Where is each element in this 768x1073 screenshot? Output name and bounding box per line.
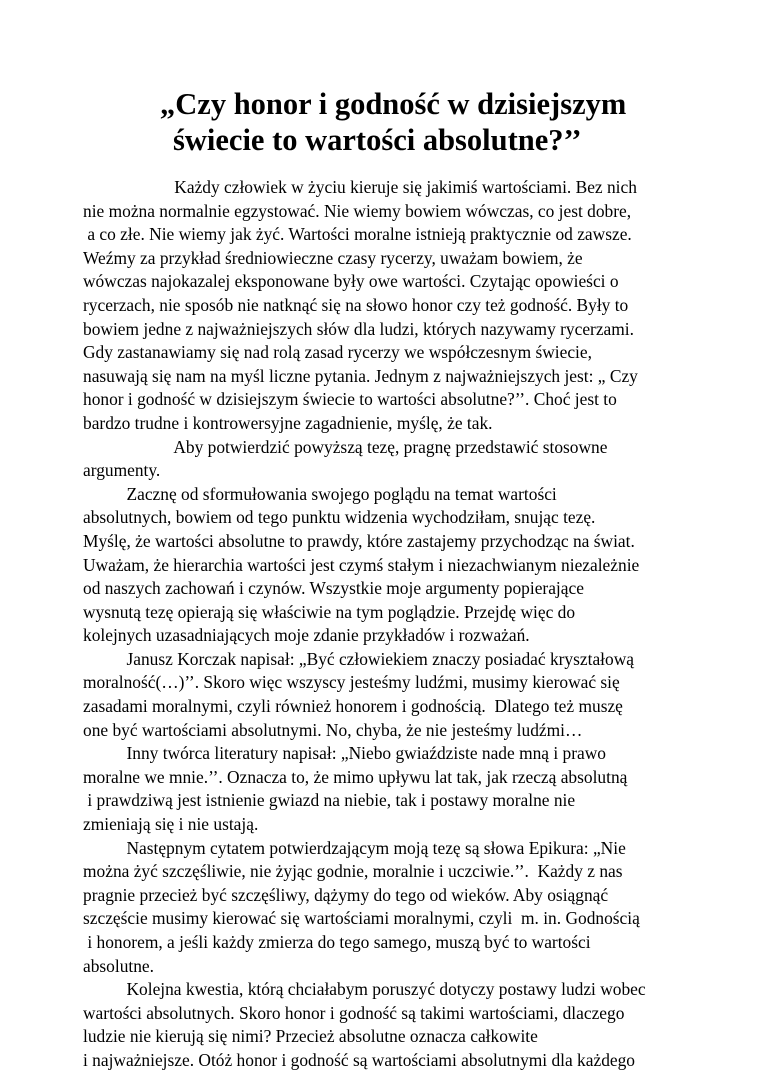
body-line: Myślę, że wartości absolutne to prawdy, które zastajemy przychodząc na świat.: [83, 530, 635, 551]
body-line: Aby potwierdzić powyższą tezę, pragnę przedstawić stosowne: [83, 436, 608, 457]
body-line: one być wartościami absolutnymi. No, chyba, że nie jesteśmy ludźmi…: [83, 719, 583, 740]
body-line: ludzie nie kierują się nimi? Przecież absolutne oznacza całkowite: [83, 1026, 538, 1047]
body-line: nasuwają się nam na myśl liczne pytania. Jednym z najważniejszych jest: „ Czy: [83, 365, 638, 386]
body-line: od naszych zachowań i czynów. Wszystkie moje argumenty popierające: [83, 578, 584, 599]
body-line: rycerzach, nie sposób nie natknąć się na słowo honor czy też godność. Były to: [83, 294, 629, 315]
body-line: argumenty.: [83, 460, 161, 481]
body-line: absolutnych, bowiem od tego punktu widzenia wychodziłam, snując tezę.: [83, 507, 596, 528]
body-line: wysnutą tezę opierają się właściwie na tym poglądzie. Przejdę więc do: [83, 601, 576, 622]
body-line: zmieniają się i nie ustają.: [83, 814, 259, 835]
body-line: Weźmy za przykład średniowieczne czasy rycerzy, uważam bowiem, że: [83, 247, 583, 268]
body-line: Kolejna kwestia, którą chciałabym poruszyć dotyczy postawy ludzi wobec: [83, 979, 646, 1000]
body-line: absolutne.: [83, 955, 154, 976]
body-line: i najważniejsze. Otóż honor i godność są wartościami absolutnymi dla każdego: [83, 1049, 635, 1070]
body-line: nie można normalnie egzystować. Nie wiemy bowiem wówczas, co jest dobre,: [83, 200, 632, 221]
body-line: bowiem jedne z najważniejszych słów dla ludzi, których nazywamy rycerzami.: [83, 318, 634, 339]
body-line: i honorem, a jeśli każdy zmierza do tego samego, muszą być to wartości: [83, 932, 591, 952]
body-line: Gdy zastanawiamy się nad rolą zasad rycerzy we współczesnym świecie,: [83, 342, 592, 363]
document-body: [83, 176, 703, 1073]
body-line: moralne we mnie.’’. Oznacza to, że mimo upływu lat tak, jak rzeczą absolutną: [83, 766, 628, 787]
body-line: i prawdziwą jest istnienie gwiazd na niebie, tak i postawy moralne nie: [83, 790, 576, 811]
body-line: szczęście musimy kierować się wartościami moralnymi, czyli m. in. Godnością: [83, 908, 640, 929]
title-line-1: „Czy honor i godność w dzisiejszym: [160, 87, 627, 121]
body-line: Uważam, że hierarchia wartości jest czymś stałym i niezachwianym niezależnie: [83, 554, 640, 575]
body-line: wówczas najokazalej eksponowane były owe wartości. Czytając opowieści o: [83, 271, 619, 292]
body-line: Każdy człowiek w życiu kieruje się jakimiś wartościami. Bez nich: [83, 177, 637, 197]
document-title: [160, 86, 626, 158]
body-line: Inny twórca literatury napisał: „Niebo gwiaździste nade mną i prawo: [83, 743, 606, 764]
body-line: pragnie przecież być szczęśliwy, dążymy do tego od wieków. Aby osiągnąć: [83, 884, 609, 905]
body-line: Janusz Korczak napisał: „Być człowiekiem znaczy posiadać kryształową: [83, 648, 634, 669]
body-line: moralność(…)’’. Skoro więc wszyscy jesteśmy ludźmi, musimy kierować się: [83, 672, 620, 693]
body-line: kolejnych uzasadniających moje zdanie przykładów i rozważań.: [83, 625, 530, 646]
body-line: zasadami moralnymi, czyli również honorem i godnością. Dlatego też muszę: [83, 696, 623, 717]
body-line: wartości absolutnych. Skoro honor i godność są takimi wartościami, dlaczego: [83, 1002, 625, 1023]
body-line: Następnym cytatem potwierdzającym moją tezę są słowa Epikura: „Nie: [83, 837, 626, 858]
body-line: można żyć szczęśliwie, nie żyjąc godnie, moralnie i uczciwie.’’. Każdy z nas: [83, 861, 623, 882]
body-line: bardzo trudne i kontrowersyjne zagadnienie, myślę, że tak.: [83, 412, 493, 433]
body-line: Zacznę od sformułowania swojego poglądu na temat wartości: [83, 483, 557, 504]
body-line: honor i godność w dzisiejszym świecie to wartości absolutne?’’. Choć jest to: [83, 389, 617, 410]
title-line-2: świecie to wartości absolutne?’’: [173, 123, 582, 157]
body-line: a co złe. Nie wiemy jak żyć. Wartości moralne istnieją praktycznie od zawsze.: [83, 224, 632, 245]
